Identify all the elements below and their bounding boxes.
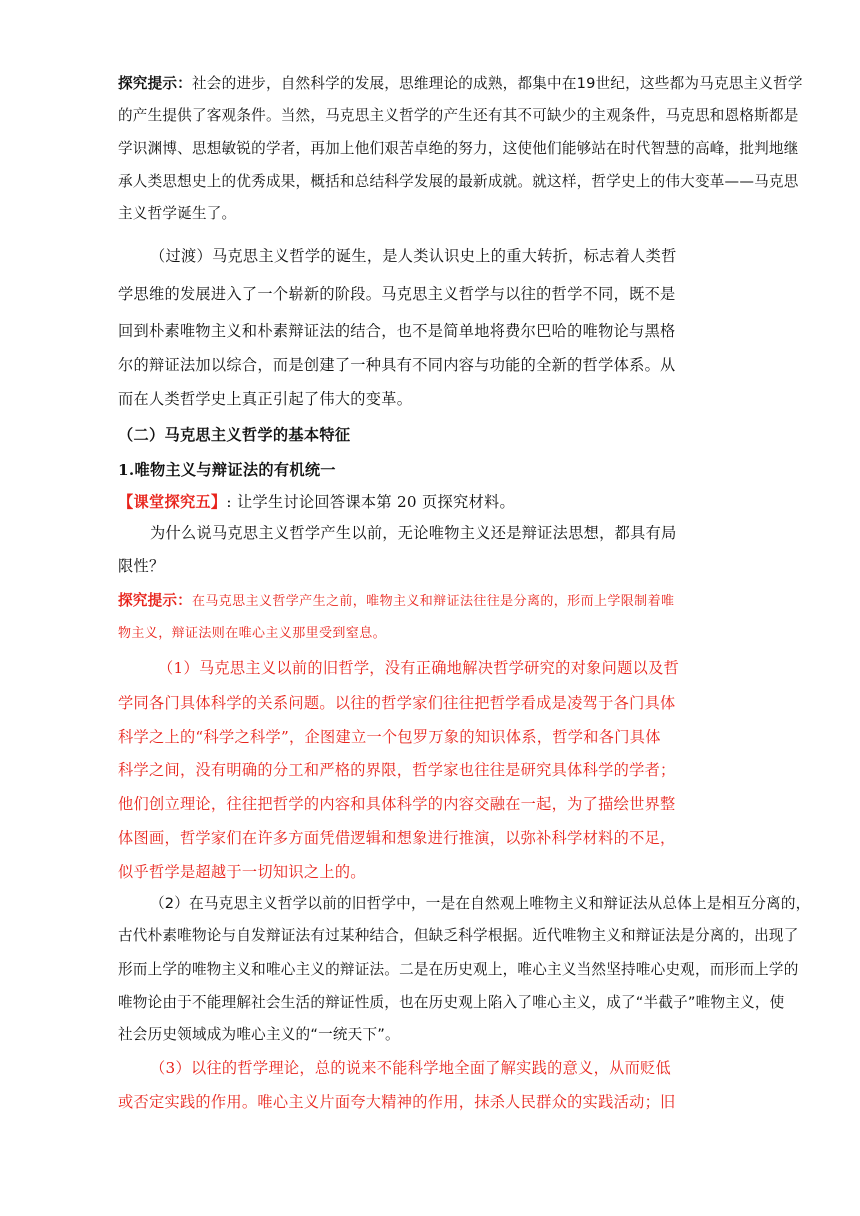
hint2-line: 物主义，辩证法则在唯心主义那里受到窒息。 bbox=[118, 626, 387, 641]
hint-paragraph-line bbox=[118, 74, 803, 94]
subsection-heading: 1.唯物主义与辩证法的有机统一 bbox=[118, 461, 336, 479]
transition-paragraph-line: 尔的辩证法加以综合，而是创建了一种具有不同内容与功能的全新的哲学体系。从 bbox=[118, 356, 676, 374]
hint-paragraph-line: 的产生提供了客观条件。当然，马克思主义哲学的产生还有其不可缺少的主观条件，马克思和恩格斯都是 bbox=[118, 107, 799, 124]
point1-text-b: 地解决哲学研究的对象问题以及哲 bbox=[446, 659, 680, 677]
transition-paragraph-line: 而在人类哲学史上真正引起了伟大的变革。 bbox=[118, 390, 413, 408]
question-line: 为什么说马克思主义哲学产生以前，无论唯物主义还是辩证法思想，都具有局 bbox=[150, 524, 677, 542]
point2-line: 古代朴素唯物论与自发辩证法有过某种结合，但缺乏科学根据。近代唯物主义和辩证法是分离的，出现了 bbox=[118, 927, 799, 944]
point2-line: 社会历史领域成为唯心主义的“一统天下”。 bbox=[118, 1026, 400, 1043]
point1-line bbox=[158, 658, 679, 678]
point1-line: 似乎哲学是超越于一切知识之上的。 bbox=[118, 863, 366, 881]
hint-label: 探究提示： bbox=[118, 75, 192, 92]
hint-paragraph-line: 主义哲学诞生了。 bbox=[118, 205, 237, 222]
point3-line: 或否定实践的作用。唯心主义片面夸大精神的作用，抹杀人民群众的实践活动；旧 bbox=[118, 1093, 676, 1111]
hint2-label: 探究提示： bbox=[118, 592, 192, 609]
point2-line: 形而上学的唯物主义和唯心主义的辩证法。二是在历史观上，唯心主义当然坚持唯心史观，而形而上学的 bbox=[118, 961, 799, 978]
point1-text-a: （1）马克思主义以前的旧哲学，没有正确 bbox=[158, 659, 447, 677]
transition-paragraph-line: 学思维的发展进入了一个崭新的阶段。马克思主义哲学与以往的哲学不同，既不是 bbox=[118, 285, 676, 303]
point1-line: 科学之间，没有明确的分工和严格的界限，哲学家也往往是研究具体科学的学者； bbox=[118, 761, 676, 779]
question-line: 限性？ bbox=[118, 557, 165, 575]
section-heading: （二）马克思主义哲学的基本特征 bbox=[118, 426, 351, 444]
classroom-explore-label: 【课堂探究五】 bbox=[118, 493, 227, 511]
classroom-explore-text: : 让学生讨论回答课本第 20 页探究材料。 bbox=[226, 493, 515, 511]
point1-line: 科学之上的“科学之科学”，企图建立一个包罗万象的知识体系，哲学和各门具体 bbox=[118, 728, 661, 746]
hint2-text: 在马克思主义哲学产生之前，唯物主义和辩证法往往是分离的，形而上学限制着唯 bbox=[191, 594, 675, 609]
point1-line: 学同各门具体科学的关系问题。以往的哲学家们往往把哲学看成是凌驾于各门具体 bbox=[118, 694, 676, 712]
point1-line: 他们创立理论，往往把哲学的内容和具体科学的内容交融在一起，为了描绘世界整 bbox=[118, 795, 676, 813]
classroom-explore-line bbox=[118, 492, 515, 512]
transition-paragraph-line: 回到朴素唯物主义和朴素辩证法的结合，也不是简单地将费尔巴哈的唯物论与黑格 bbox=[118, 322, 676, 340]
point3-line: （3）以往的哲学理论，总的说来不能科学地全面了解实践的意义，从而贬低 bbox=[150, 1059, 672, 1077]
hint-text: 社会的进步，自然科学的发展，思维理论的成熟，都集中在19世纪，这些都为马克思主义哲学 bbox=[191, 75, 803, 92]
point2-line: （2）在马克思主义哲学以前的旧哲学中，一是在自然观上唯物主义和辩证法从总体上是相互分离的， bbox=[150, 895, 811, 912]
point1-line: 体图画，哲学家们在许多方面凭借逻辑和想象进行推演，以弥补科学材料的不足， bbox=[118, 829, 676, 847]
hint-paragraph-line: 承人类思想史上的优秀成果，概括和总结科学发展的最新成就。就这样，哲学史上的伟大变革——马克思 bbox=[118, 173, 799, 190]
point2-line: 唯物论由于不能理解社会生活的辩证性质，也在历史观上陷入了唯心主义，成了“半截子”唯物主义，使 bbox=[118, 994, 785, 1011]
transition-paragraph-line: （过渡）马克思主义哲学的诞生，是人类认识史上的重大转折，标志着人类哲 bbox=[150, 247, 677, 265]
hint-paragraph-line: 学识渊博、思想敏锐的学者，再加上他们艰苦卓绝的努力，这使他们能够站在时代智慧的高峰，批判地继 bbox=[118, 140, 799, 157]
hint2-line bbox=[118, 591, 674, 612]
